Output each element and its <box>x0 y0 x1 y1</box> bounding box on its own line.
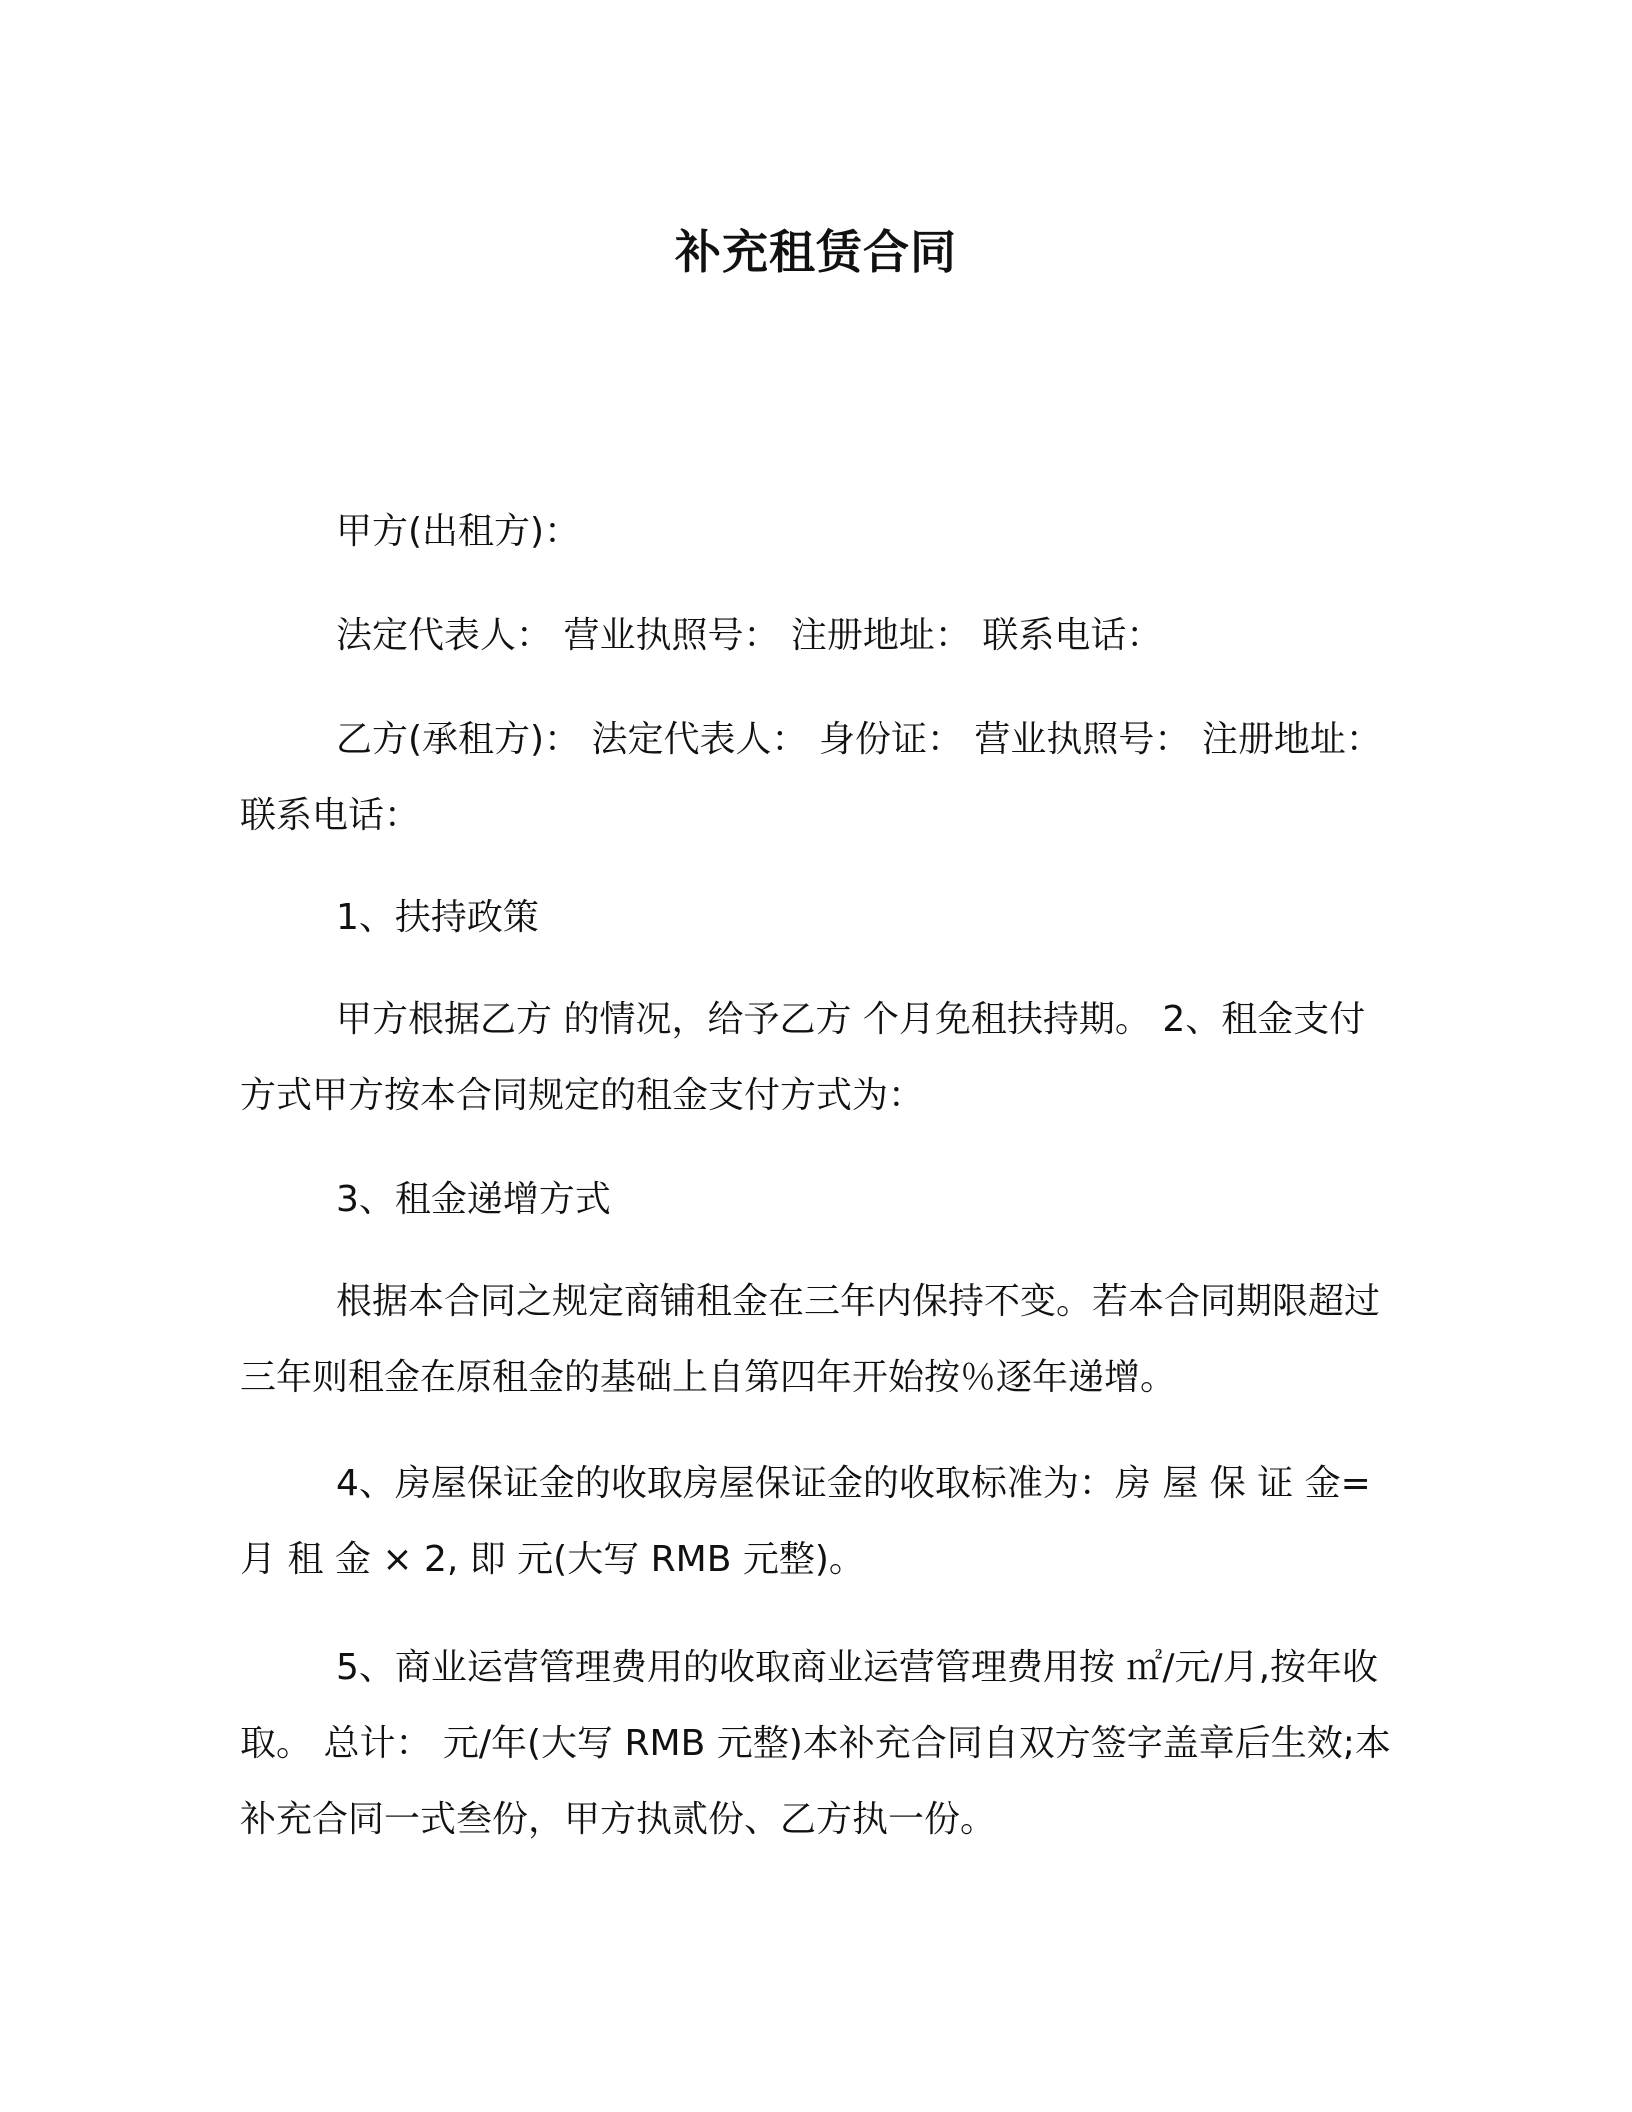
clause-1-body: 甲方根据乙方 的情况，给予乙方 个月免租扶持期。 2、租金支付方式甲方按本合同规定的租金支付方式为： <box>240 999 1366 1116</box>
clause-5-body: 5、商业运营管理费用的收取商业运营管理费用按 ㎡/元/月,按年收取。 总计： 元/年(大写 RMB 元整)本补充合同自双方签字盖章后生效;本补充合同一式叁份，甲方执贰份、乙方执一份。 <box>240 1647 1391 1840</box>
clause-1-heading: 1、扶持政策 <box>336 897 539 938</box>
clause-4-body: 4、房屋保证金的收取房屋保证金的收取标准为：房 屋 保 证 金=月 租 金 × 2, 即 元(大写 RMB 元整)。 <box>240 1463 1371 1580</box>
clause-3-heading: 3、租金递增方式 <box>336 1179 611 1220</box>
party-b-details: 乙方(承租方)： 法定代表人： 身份证： 营业执照号： 注册地址：联系电话： <box>240 719 1382 836</box>
document-title: 补充租赁合同 <box>675 225 957 279</box>
party-a-line: 甲方(出租方)： <box>336 511 581 552</box>
party-a-details: 法定代表人： 营业执照号： 注册地址： 联系电话： <box>336 615 1163 656</box>
clause-3-body: 根据本合同之规定商铺租金在三年内保持不变。若本合同期限超过三年则租金在原租金的基础上自第四年开始按％逐年递增。 <box>240 1281 1381 1398</box>
